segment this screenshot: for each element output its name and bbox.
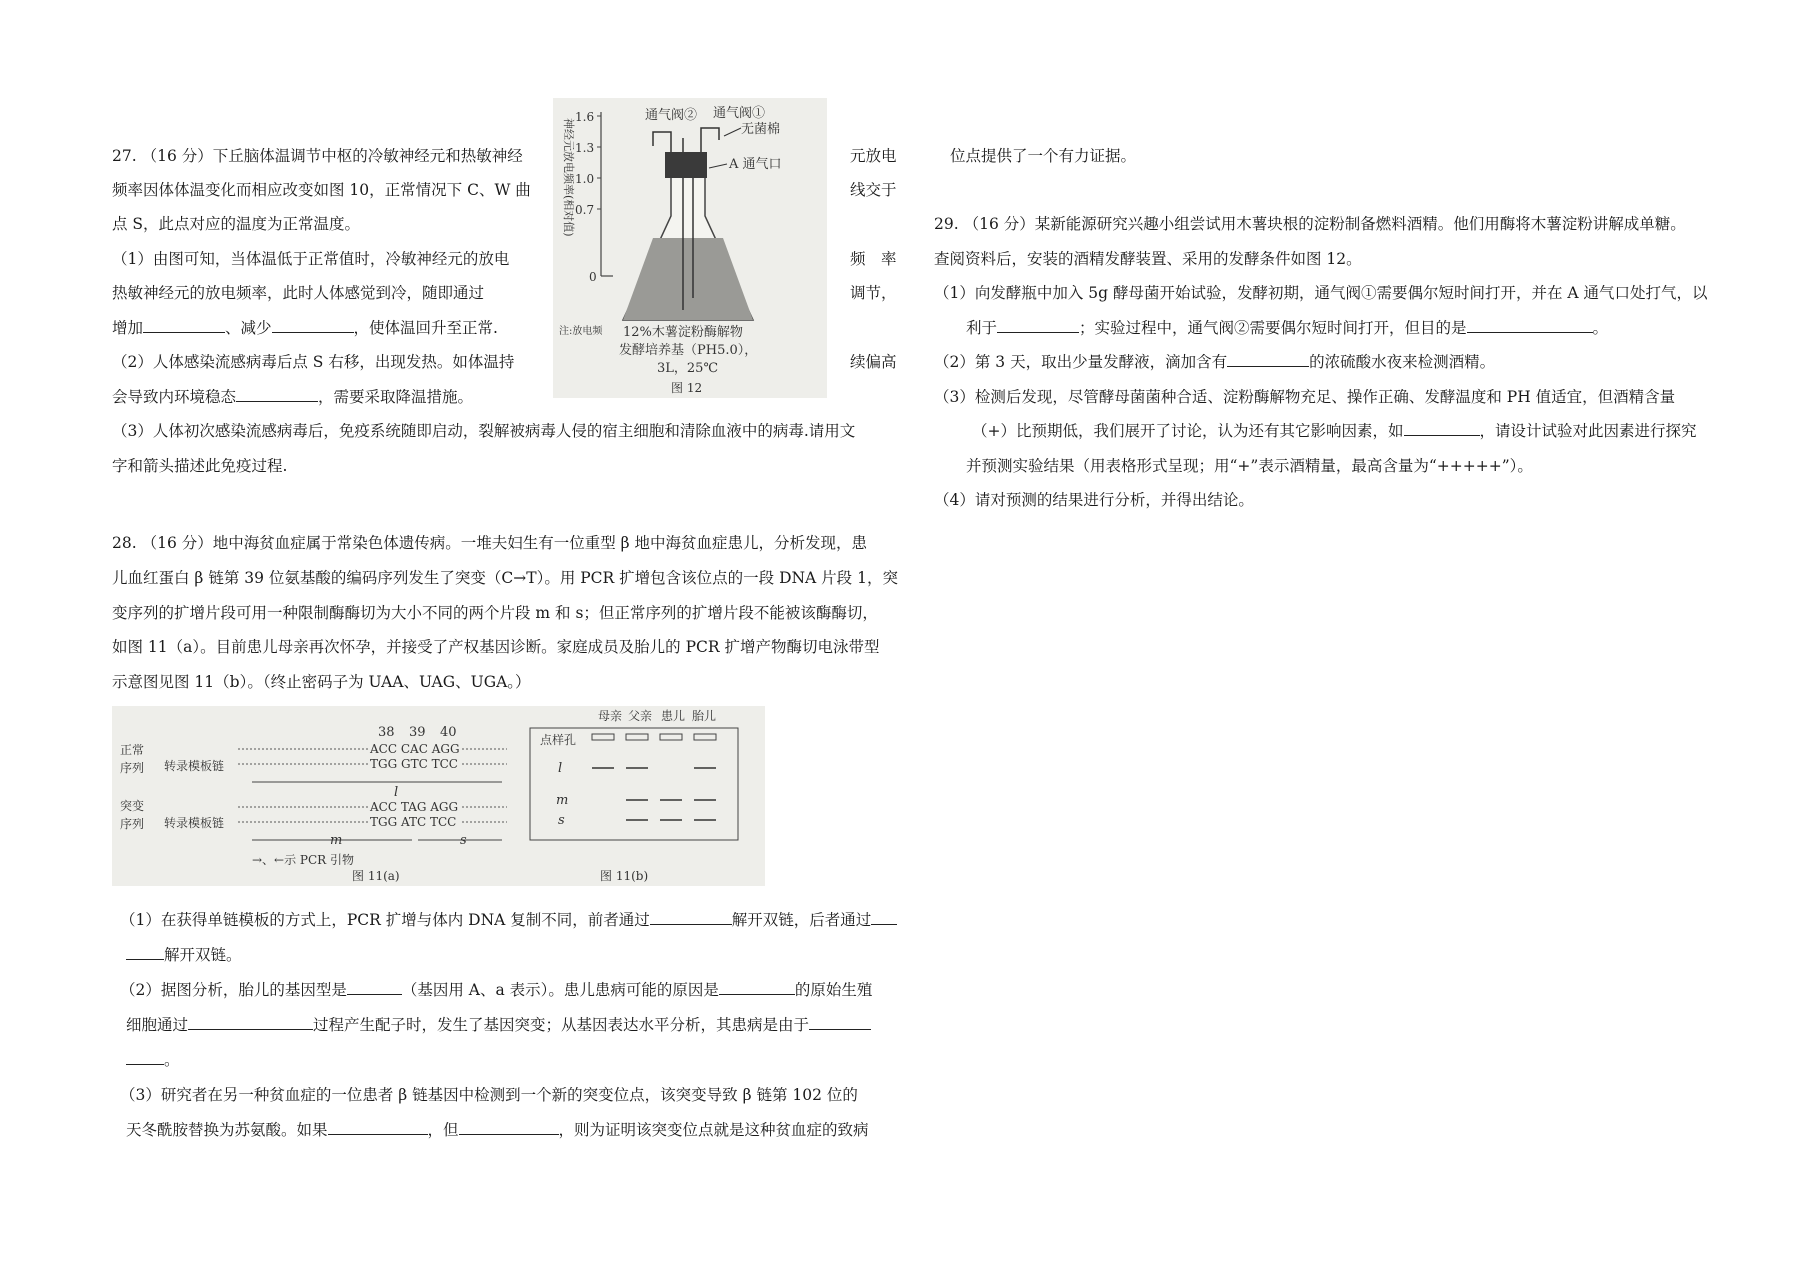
q27-line6: [112, 318, 498, 338]
ytick-label: 0.7: [575, 203, 595, 217]
q28-text: （1）在获得单链模板的方式上，PCR 扩增与体内 DNA 复制不同，前者通过: [120, 911, 650, 929]
q28-sub2: [120, 980, 872, 1000]
answer-blank[interactable]: [719, 980, 795, 995]
q27-line5: 热敏神经元的放电频率，此时人体感觉到冷，随即通过: [112, 284, 485, 302]
q28-text: 解开双链，后者通过: [731, 911, 872, 929]
q27-line5-right: 调节，: [850, 284, 897, 302]
figure-11b-caption: 图 11(b): [600, 869, 649, 883]
answer-blank[interactable]: [459, 1120, 559, 1135]
lane-label: 母亲: [598, 709, 623, 723]
q28-sub2-line2: [126, 1015, 871, 1035]
q29-sub3-line3: 并预测实验结果（用表格形式呈现；用“+”表示酒精量，最高含量为“+++++”）。: [966, 457, 1533, 475]
q27-line10: 字和箭头描述此免疫过程.: [112, 457, 288, 475]
answer-blank[interactable]: [1404, 421, 1480, 436]
q28-sub3-line2: [126, 1120, 869, 1140]
lane-label: 患儿: [661, 709, 686, 723]
q28-sub3: （3）研究者在另一种贫血症的一位患者 β 链基因中检测到一个新的突变位点，该突变导致 β 链第 102 位的: [120, 1086, 858, 1104]
template-strand-label: 转录模板链: [164, 759, 225, 773]
normal-label: 正常: [120, 743, 145, 757]
q29-text: （+）比预期低，我们展开了讨论，认为还有其它影响因素，如: [972, 422, 1404, 440]
lane-label: 父亲: [628, 709, 653, 723]
q28-text: （2）据图分析，胎儿的基因型是: [120, 981, 347, 999]
q29-text: ；实验过程中，通气阀②需要偶尔短时间打开，但目的是: [1079, 319, 1467, 337]
q29-sub3-line2: [972, 421, 1697, 441]
q29-text: ，请设计试验对此因素进行探究: [1479, 422, 1697, 440]
valve-2-label: 通气阀②: [645, 108, 698, 123]
figure-12: [553, 98, 827, 398]
position-label: 38: [378, 725, 395, 740]
q28-text: 天冬酰胺替换为苏氨酸。如果: [126, 1121, 328, 1139]
q27-line1-right: 元放电: [850, 147, 897, 165]
medium-label-2: 发酵培养基（PH5.0），: [619, 343, 758, 358]
q29-line1: 29. （16 分）某新能源研究兴趣小组尝试用木薯块根的淀粉制备燃料酒精。他们用酶将木薯淀粉讲解成单糖。: [934, 215, 1686, 233]
q27-text: ，使体温回升至正常.: [353, 319, 498, 337]
mutant-label: 序列: [120, 817, 145, 831]
q28-line1: 28. （16 分）地中海贫血症属于常染色体遗传病。一堆夫妇生有一位重型 β 地中海贫血症患儿，分析发现，患: [112, 534, 868, 552]
ytick-label: 0: [589, 270, 597, 284]
q29-text: 利于: [966, 319, 998, 337]
answer-blank[interactable]: [997, 318, 1079, 333]
template-strand-label: 转录模板链: [164, 816, 225, 830]
band-m-label: m: [556, 793, 569, 808]
q29-text: （2）第 3 天，取出少量发酵液，滴加含有: [934, 353, 1228, 371]
q29-sub3: （3）检测后发现，尽管酵母菌菌种合适、淀粉酶解物充足、操作正确、发酵温度和 PH 值适宜，但酒精含量: [934, 388, 1676, 406]
q29-text: 的浓硫酸水夜来检测酒精。: [1309, 353, 1496, 371]
q27-line9: （3）人体初次感染流感病毒后，免疫系统随即启动，裂解被病毒人侵的宿主细胞和清除血液中的病毒.请用文: [112, 422, 856, 440]
cotton-label: 无菌棉: [741, 122, 781, 137]
medium-label-3: 3L，25℃: [657, 361, 718, 376]
well-label: 点样孔: [540, 733, 577, 747]
mutant-sequence-top: ACC TAG AGG: [370, 800, 459, 814]
lane-label: 胎儿: [692, 709, 717, 723]
q29-sub2: [934, 352, 1495, 372]
q28-text: ，但: [427, 1121, 459, 1139]
q28-line4: 如图 11（a）。目前患儿母亲再次怀孕，并接受了产权基因诊断。家庭成员及胎儿的 PCR 扩增产物酶切电泳带型: [112, 638, 880, 656]
band-l-label: l: [558, 761, 563, 776]
primer-note: →、←示 PCR 引物: [252, 853, 355, 867]
answer-blank[interactable]: [1227, 352, 1309, 367]
q27-text: 会导致内环境稳态: [112, 388, 237, 406]
q27-text: 增加: [112, 319, 144, 337]
answer-blank[interactable]: [871, 910, 897, 925]
ytick-label: 1.6: [575, 110, 595, 124]
q28-line5: 示意图见图 11（b）。（终止密码子为 UAA、UAG、UGA。）: [112, 673, 531, 691]
answer-blank[interactable]: [1467, 318, 1593, 333]
q27-line4-right: 频 率: [850, 250, 897, 268]
q27-line2: 频率因体体温变化而相应改变如图 10，正常情况下 C、W 曲: [112, 181, 531, 199]
q29-sub4: （4）请对预测的结果进行分析，并得出结论。: [934, 491, 1254, 509]
figure-12-caption: 图 12: [671, 381, 703, 395]
q29-sub1: （1）向发酵瓶中加入 5g 酵母菌开始试验，发酵初期，通气阀①需要偶尔短时间打开，并在 A 通气口处打气，以: [934, 284, 1708, 302]
figure-11a-caption: 图 11(a): [352, 869, 400, 883]
q28-text: （基因用 A、a 表示）。患儿患病可能的原因是: [401, 981, 719, 999]
fragment-m-label: m: [330, 833, 343, 848]
fragment-s-label: s: [460, 833, 467, 848]
answer-blank[interactable]: [126, 1050, 164, 1065]
normal-label: 序列: [120, 761, 145, 775]
answer-blank[interactable]: [188, 1015, 313, 1030]
mutant-label: 突变: [120, 799, 145, 813]
q29-text: 。: [1592, 319, 1609, 337]
q28-text: ，则为证明该突变位点就是这种贫血症的致病: [558, 1121, 869, 1139]
band-s-label: s: [558, 813, 565, 828]
mutant-sequence-bottom: TGG ATC TCC: [370, 815, 457, 829]
note-label: 注:放电频: [559, 326, 603, 337]
fragment-l-label: l: [394, 785, 399, 800]
q28-continuation: 位点提供了一个有力证据。: [950, 147, 1137, 165]
valve-1-label: 通气阀①: [713, 106, 766, 121]
ytick-label: 1.0: [575, 172, 595, 186]
q27-line1: 27. （16 分）下丘脑体温调节中枢的冷敏神经元和热敏神经: [112, 147, 523, 165]
position-label: 39: [409, 725, 426, 740]
q28-sub1: [120, 910, 897, 930]
port-label: A 通气口: [729, 157, 782, 172]
answer-blank[interactable]: [347, 980, 402, 995]
answer-blank[interactable]: [126, 945, 164, 960]
pcr-diagram: [112, 706, 765, 886]
q27-line2-right: 线交于: [850, 181, 897, 199]
normal-sequence-bottom: TGG GTC TCC: [370, 757, 458, 771]
ytick-label: 1.3: [575, 141, 595, 155]
q28-sub2-line3: [126, 1050, 180, 1070]
q28-text: 细胞通过: [126, 1016, 189, 1034]
q28-text: 解开双链。: [164, 946, 242, 964]
medium-label-1: 12%木薯淀粉酶解物: [623, 325, 743, 340]
answer-blank[interactable]: [236, 387, 318, 402]
position-label: 40: [440, 725, 457, 740]
answer-blank[interactable]: [328, 1120, 428, 1135]
answer-blank[interactable]: [650, 910, 732, 925]
q27-line8: [112, 387, 473, 407]
q28-line3: 变序列的扩增片段可用一种限制酶酶切为大小不同的两个片段 m 和 s；但正常序列的扩增片段不能被该酶酶切，: [112, 604, 878, 622]
q27-text: ，需要采取降温措施。: [318, 388, 474, 406]
q28-text: 过程产生配子时，发生了基因突变；从基因表达水平分析，其患病是由于: [313, 1016, 810, 1034]
q28-line2: 儿血红蛋白 β 链第 39 位氨基酸的编码序列发生了突变（C→T）。用 PCR 扩增包含该位点的一段 DNA 片段 1，突: [112, 569, 898, 587]
q27-line7: （2）人体感染流感病毒后点 S 右移，出现发热。如体温持: [112, 353, 515, 371]
q29-sub1-line2: [966, 318, 1608, 338]
answer-blank[interactable]: [143, 318, 225, 333]
answer-blank[interactable]: [272, 318, 354, 333]
q28-sub1-cont: [126, 945, 242, 965]
q28-text: 的原始生殖: [794, 981, 873, 999]
yaxis-label: 神经元放电频率(相对值): [562, 118, 575, 237]
q27-line3: 点 S，此点对应的温度为正常温度。: [112, 215, 361, 233]
q27-line7-right: 续偏高: [850, 353, 897, 371]
fermentation-flask-diagram: [553, 98, 827, 398]
q27-text: 、减少: [225, 319, 272, 337]
normal-sequence-top: ACC CAC AGG: [370, 742, 460, 756]
q27-line4: （1）由图可知，当体温低于正常值时，冷敏神经元的放电: [112, 250, 510, 268]
figure-11: [112, 706, 765, 886]
answer-blank[interactable]: [809, 1015, 871, 1030]
q28-text: 。: [164, 1051, 180, 1069]
q29-line2: 查阅资料后，安装的酒精发酵装置、采用的发酵条件如图 12。: [934, 250, 1362, 268]
